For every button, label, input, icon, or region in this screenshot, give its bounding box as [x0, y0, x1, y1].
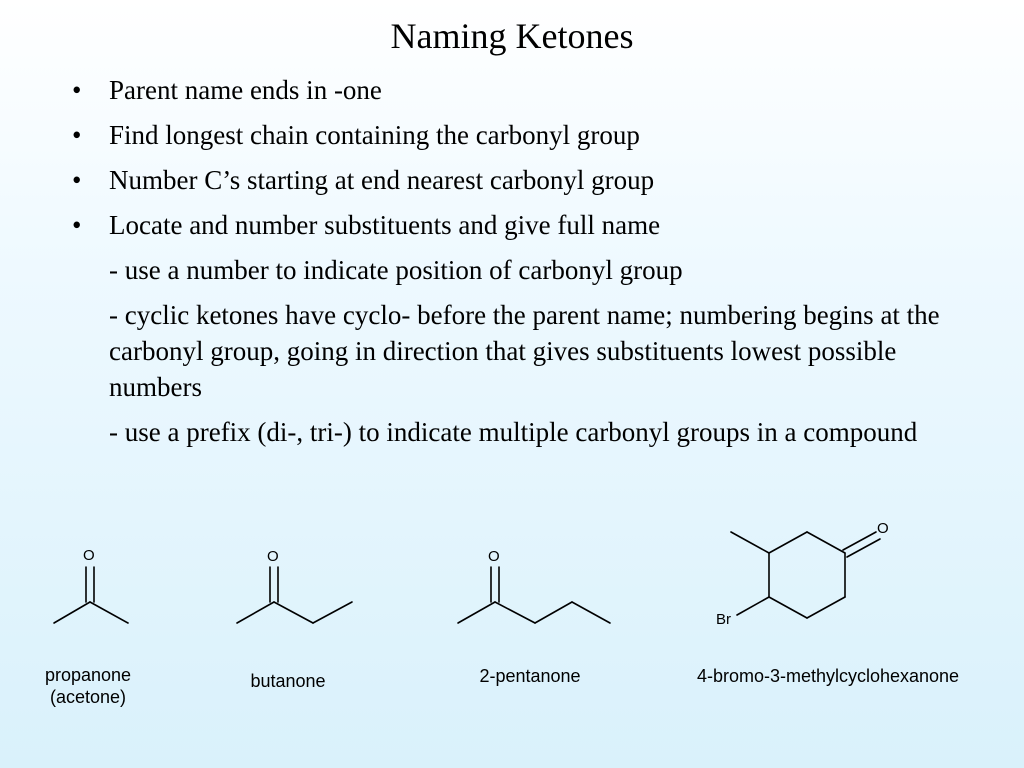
- bullet-marker: •: [72, 165, 82, 195]
- bullet-text: Locate and number substituents and give full name: [109, 210, 661, 240]
- compound-name-propanone: [20, 664, 156, 708]
- oxygen-label: O: [83, 547, 95, 564]
- bullet-marker: •: [72, 75, 82, 105]
- bond: [535, 602, 572, 623]
- sub-point: - use a number to indicate position of carbonyl group: [109, 255, 683, 285]
- methyl-bond: [731, 532, 769, 553]
- cyclohexanone-structure: [731, 532, 880, 618]
- bullet-marker: •: [72, 120, 82, 150]
- bullet-text: Parent name ends in -one: [109, 75, 382, 105]
- sub-point: - use a prefix (di-, tri-) to indicate multiple carbonyl groups in a compound: [109, 417, 918, 447]
- sub-point: - cyclic ketones have cyclo- before the parent name; numbering begins at the carbonyl group, going in direction that gives substituents lowest possible numbers: [109, 300, 940, 402]
- bullet-text: Number C’s starting at end nearest carbonyl group: [109, 165, 655, 195]
- butanone-structure: [237, 567, 352, 623]
- slide-title: Naming Ketones: [390, 16, 634, 56]
- bond: [54, 602, 90, 623]
- pentanone-structure: [458, 567, 610, 623]
- oxygen-label: O: [488, 548, 500, 565]
- oxygen-label: O: [267, 548, 279, 565]
- double-bond: [847, 539, 880, 557]
- bond: [237, 602, 274, 623]
- propanone-structure: [54, 567, 128, 623]
- compound-name-pentanone: 2-pentanone: [479, 666, 581, 686]
- ring-bond: [769, 532, 807, 553]
- bond: [90, 602, 128, 623]
- oxygen-label: O: [877, 520, 889, 537]
- bullet-text: Find longest chain containing the carbonyl group: [109, 120, 640, 150]
- bromine-label: Br: [716, 611, 731, 628]
- compound-name-cyclohexanone: 4-bromo-3-methylcyclohexanone: [696, 666, 960, 686]
- bond: [458, 602, 495, 623]
- bond: [313, 602, 352, 623]
- bond: [495, 602, 535, 623]
- bond: [572, 602, 610, 623]
- bond: [274, 602, 313, 623]
- ring-bond: [769, 597, 807, 618]
- double-bond: [843, 532, 876, 550]
- ring-bond: [807, 532, 845, 553]
- compound-name-line: propanone: [44, 665, 132, 685]
- bullet-marker: •: [72, 210, 82, 240]
- compound-name-line: (acetone): [49, 687, 127, 707]
- ring-bond: [807, 597, 845, 618]
- compound-name-butanone: butanone: [250, 671, 326, 691]
- bromo-bond: [737, 597, 769, 615]
